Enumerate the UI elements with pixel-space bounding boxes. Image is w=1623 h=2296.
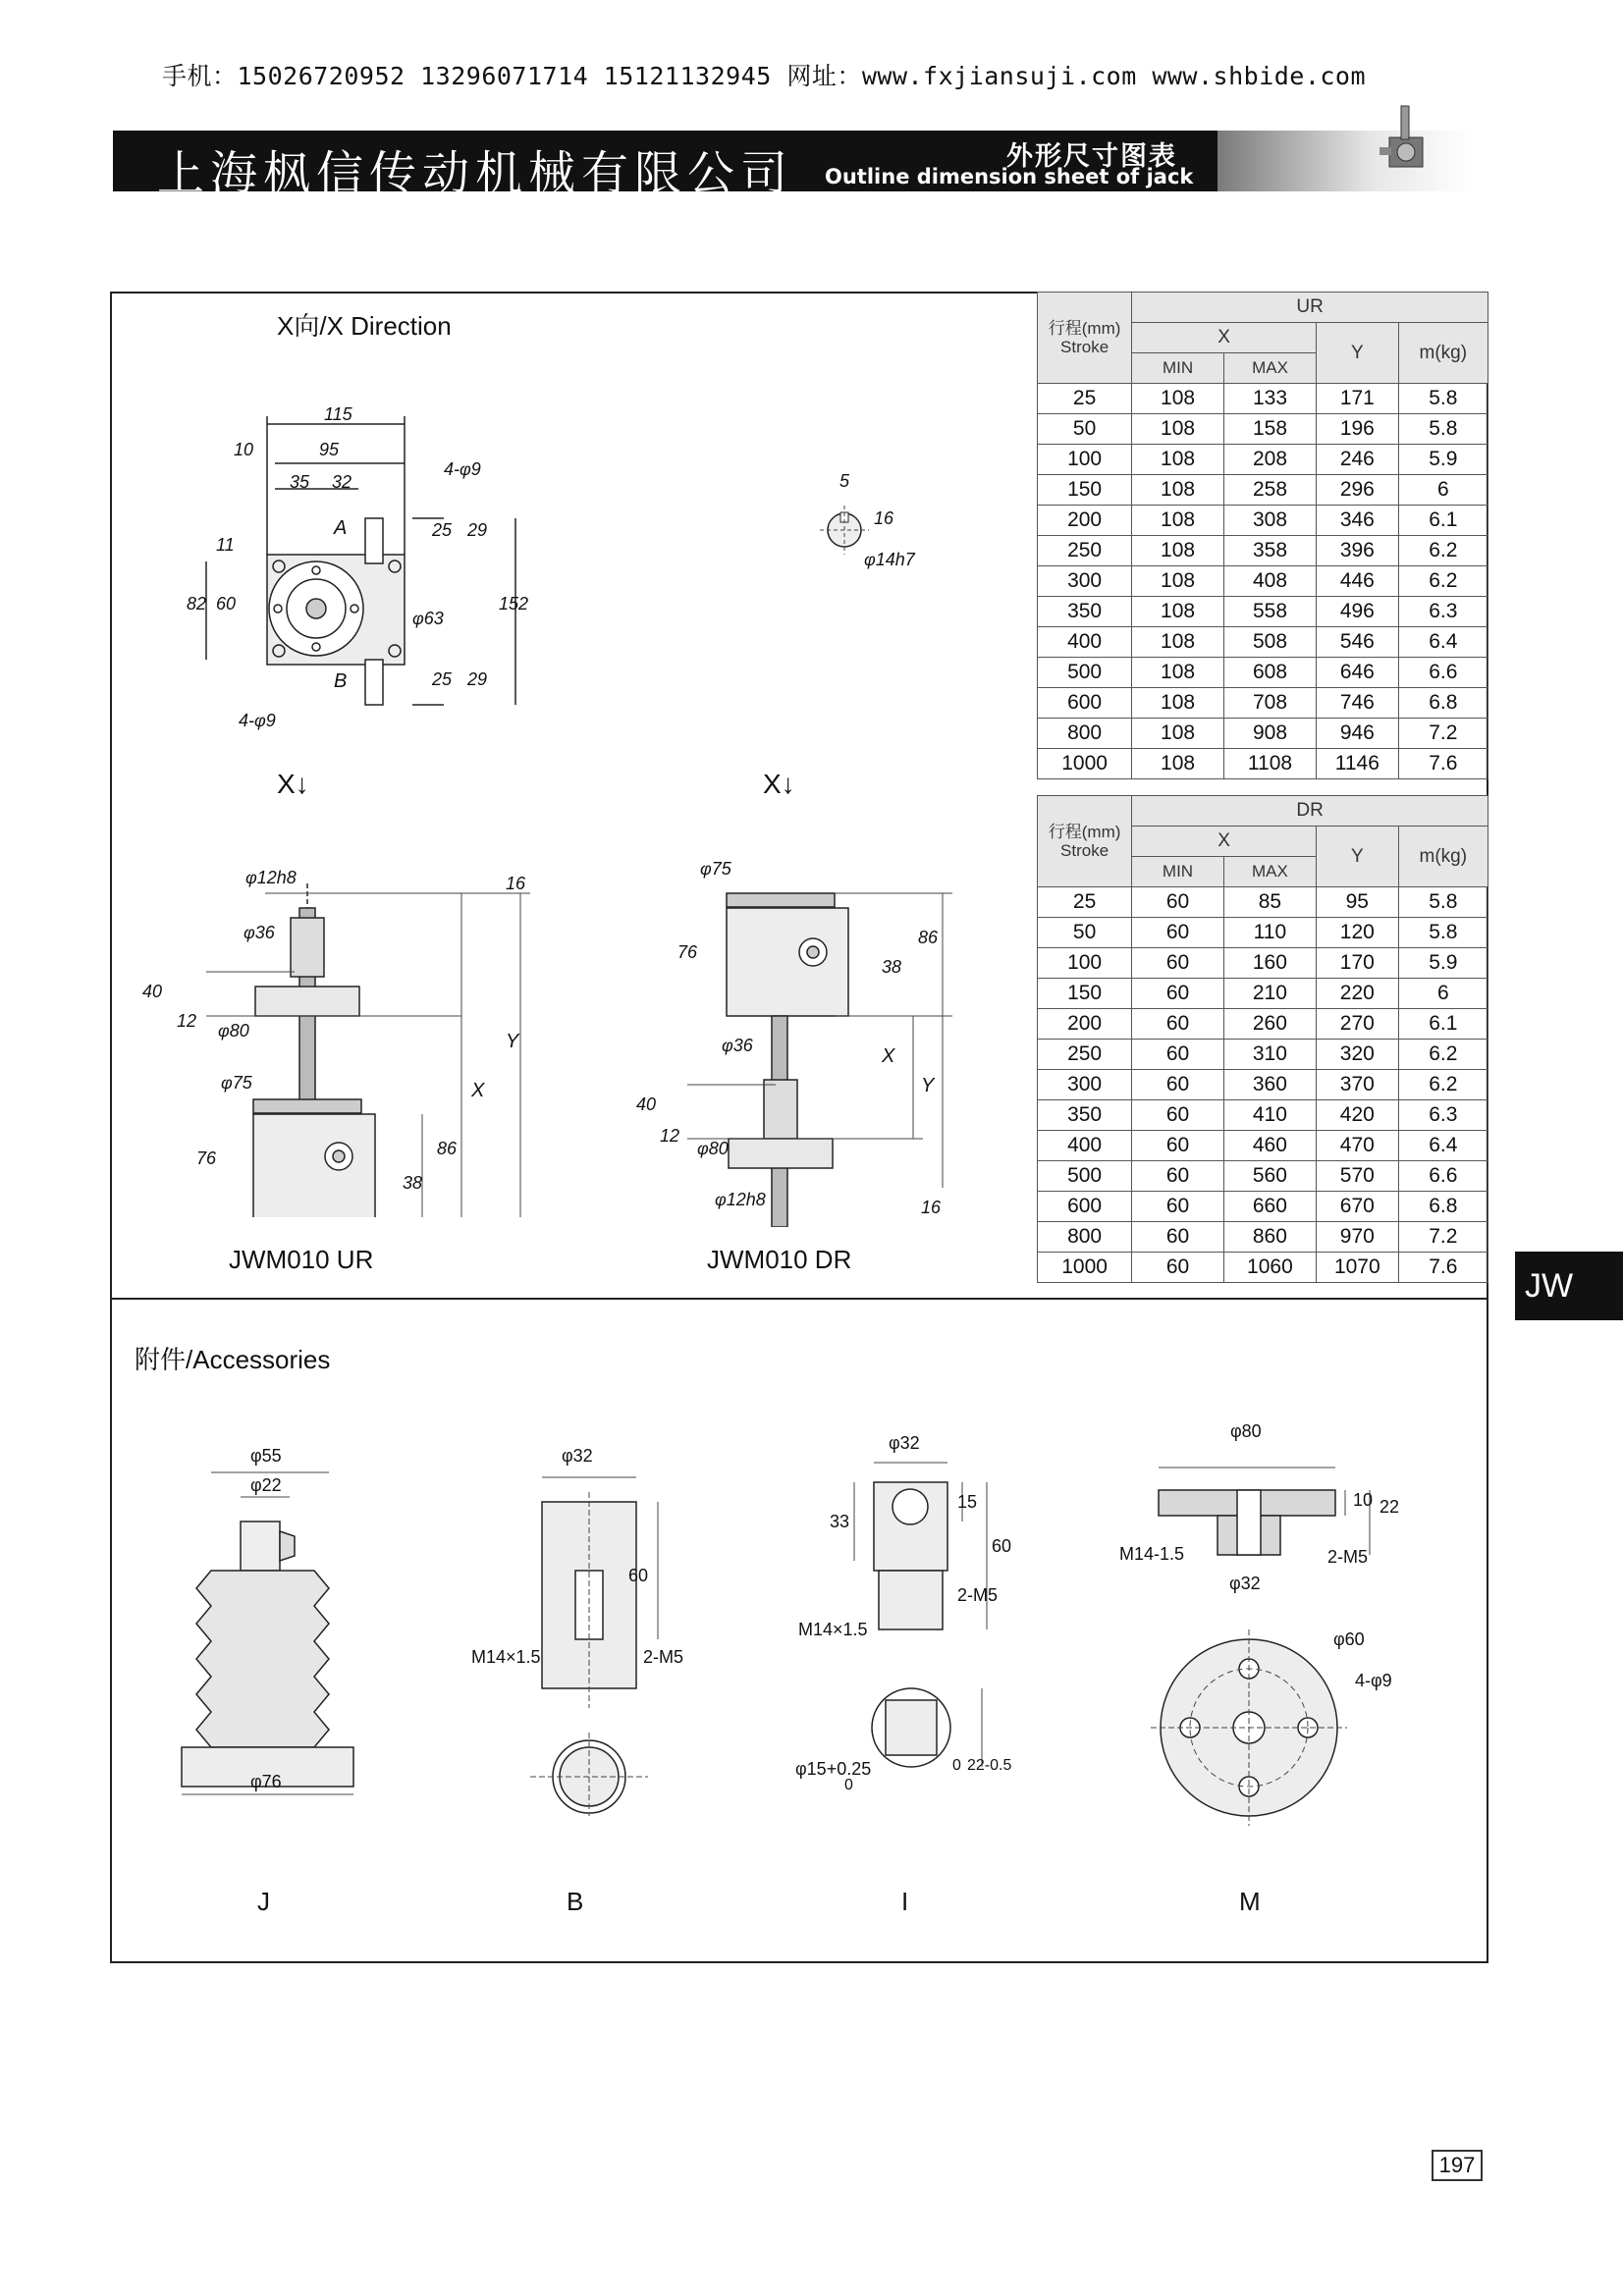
ur-table-cell: 600 — [1038, 688, 1132, 719]
dr-table-cell: 670 — [1317, 1192, 1399, 1222]
dr-dim-phi12h8: φ12h8 — [715, 1190, 766, 1209]
dim-32: 32 — [332, 472, 352, 492]
ur-table-cell: 6.8 — [1398, 688, 1488, 719]
dr-table-cell: 60 — [1132, 1192, 1224, 1222]
ur-table-cell: 7.2 — [1398, 719, 1488, 749]
ur-dim-40: 40 — [142, 982, 163, 1001]
dr-dim-x: X — [882, 1045, 895, 1067]
dim-25-top: 25 — [432, 520, 453, 540]
ur-table-row — [1038, 566, 1488, 597]
ur-y-header: Y — [1317, 323, 1399, 384]
dr-table-cell: 270 — [1317, 1009, 1399, 1040]
ur-table-cell: 200 — [1038, 506, 1132, 536]
ur-table-cell: 6.1 — [1398, 506, 1488, 536]
dim-60: 60 — [216, 594, 237, 614]
ur-table-cell: 6.6 — [1398, 658, 1488, 688]
dr-table-cell: 60 — [1132, 1070, 1224, 1100]
ur-dim-38: 38 — [403, 1173, 423, 1193]
ur-table-cell: 246 — [1317, 445, 1399, 475]
dr-stroke-header: 行程(mm) Stroke — [1038, 796, 1132, 887]
dr-table-cell: 60 — [1132, 1161, 1224, 1192]
i-dim-22-tol: 0 — [952, 1757, 961, 1774]
dr-table-cell: 150 — [1038, 979, 1132, 1009]
x-arrow-label-ur: X↓ — [277, 769, 309, 799]
m-dim-4phi9: 4-φ9 — [1355, 1671, 1392, 1690]
i-dim-22: 22-0.5 — [967, 1757, 1012, 1774]
dr-table-row — [1038, 1222, 1488, 1253]
ur-dim-x: X — [471, 1080, 485, 1101]
ur-table-cell: 108 — [1132, 536, 1224, 566]
ur-stroke-header: 行程(mm) Stroke — [1038, 293, 1132, 384]
m-dim-m14: M14-1.5 — [1119, 1544, 1185, 1564]
ur-table-row — [1038, 688, 1488, 719]
dr-dim-y: Y — [921, 1075, 935, 1096]
dr-table-cell: 25 — [1038, 887, 1132, 918]
ur-table-cell: 108 — [1132, 719, 1224, 749]
ur-table-cell: 108 — [1132, 384, 1224, 414]
dr-table-cell: 6 — [1398, 979, 1488, 1009]
dr-table-cell: 85 — [1223, 887, 1316, 918]
ur-dim-phi80: φ80 — [218, 1021, 249, 1041]
dr-mass-header: m(kg) — [1398, 827, 1488, 887]
dr-table-cell: 660 — [1223, 1192, 1316, 1222]
page-number: 197 — [1432, 2150, 1483, 2181]
i-dim-m14: M14×1.5 — [798, 1620, 868, 1639]
ur-table-cell: 358 — [1223, 536, 1316, 566]
ur-dim-16: 16 — [506, 874, 526, 893]
dr-min-header: MIN — [1132, 857, 1224, 887]
i-dim-60: 60 — [992, 1536, 1012, 1556]
ur-table-cell: 396 — [1317, 536, 1399, 566]
ur-table-row — [1038, 536, 1488, 566]
x-direction-label: X向/X Direction — [277, 311, 452, 341]
dr-table-row — [1038, 1161, 1488, 1192]
dr-table-cell: 100 — [1038, 948, 1132, 979]
ur-table-cell: 108 — [1132, 506, 1224, 536]
dr-side-view-drawing — [628, 874, 982, 1227]
j-dim-phi55: φ55 — [250, 1446, 282, 1466]
i-dim-phi32: φ32 — [889, 1433, 920, 1453]
section-tab-jw: JW — [1515, 1252, 1623, 1320]
dr-dim-40: 40 — [636, 1095, 657, 1114]
ur-table-cell: 558 — [1223, 597, 1316, 627]
ur-table-cell: 108 — [1132, 749, 1224, 779]
ur-table-cell: 108 — [1132, 658, 1224, 688]
ur-table-cell: 608 — [1223, 658, 1316, 688]
dr-table-cell: 7.6 — [1398, 1253, 1488, 1283]
model-label-ur: JWM010 UR — [229, 1245, 374, 1274]
j-dim-phi22: φ22 — [250, 1475, 282, 1495]
ur-table-cell: 500 — [1038, 658, 1132, 688]
ur-table-row — [1038, 414, 1488, 445]
ur-table-cell: 100 — [1038, 445, 1132, 475]
dr-table-cell: 6.6 — [1398, 1161, 1488, 1192]
section-divider — [110, 1298, 1488, 1300]
ur-table-row — [1038, 597, 1488, 627]
ur-max-header: MAX — [1223, 353, 1316, 384]
dr-dim-86: 86 — [918, 928, 939, 947]
dr-table-cell: 500 — [1038, 1161, 1132, 1192]
marker-a: A — [334, 517, 348, 539]
i-dim-phi15: φ15+0.25 — [795, 1759, 872, 1779]
dr-table-cell: 6.1 — [1398, 1009, 1488, 1040]
ur-table-cell: 108 — [1132, 475, 1224, 506]
top-view-drawing — [177, 402, 550, 736]
accessory-j-drawing — [172, 1453, 378, 1806]
dr-table-cell: 320 — [1317, 1040, 1399, 1070]
ur-dim-76: 76 — [196, 1148, 217, 1168]
i-dim-33: 33 — [830, 1512, 850, 1531]
ur-table-cell: 196 — [1317, 414, 1399, 445]
ur-table-cell: 50 — [1038, 414, 1132, 445]
dr-max-header: MAX — [1223, 857, 1316, 887]
dr-table-cell: 970 — [1317, 1222, 1399, 1253]
b-dim-m5: 2-M5 — [643, 1647, 684, 1667]
m-dim-m5: 2-M5 — [1327, 1547, 1369, 1567]
ur-table-cell: 6 — [1398, 475, 1488, 506]
accessories-title: 附件/Accessories — [135, 1345, 331, 1374]
ur-table-cell: 708 — [1223, 688, 1316, 719]
accessory-b-drawing — [511, 1453, 707, 1816]
model-label-dr: JWM010 DR — [707, 1245, 852, 1274]
dr-dim-phi80: φ80 — [697, 1139, 729, 1158]
dr-table-cell: 60 — [1132, 1131, 1224, 1161]
dr-table-cell: 220 — [1317, 979, 1399, 1009]
dr-dim-12: 12 — [660, 1126, 680, 1146]
ur-table-cell: 108 — [1132, 627, 1224, 658]
dr-table-cell: 560 — [1223, 1161, 1316, 1192]
ur-mass-header: m(kg) — [1398, 323, 1488, 384]
dr-table-row — [1038, 948, 1488, 979]
i-dim-m5: 2-M5 — [957, 1585, 999, 1605]
dr-dim-38: 38 — [882, 957, 902, 977]
accessory-m-label: M — [1239, 1887, 1261, 1916]
dr-table-cell: 420 — [1317, 1100, 1399, 1131]
dr-table-cell: 60 — [1132, 1040, 1224, 1070]
b-dim-phi32: φ32 — [562, 1446, 593, 1466]
dr-table-cell: 60 — [1132, 979, 1224, 1009]
dr-table-cell: 60 — [1132, 887, 1224, 918]
dr-title: DR — [1132, 796, 1488, 827]
ur-table-cell: 7.6 — [1398, 749, 1488, 779]
dim-11: 11 — [216, 535, 235, 555]
ur-table-row — [1038, 475, 1488, 506]
dim-4phi9-bottom: 4-φ9 — [239, 711, 276, 730]
ur-table-cell: 258 — [1223, 475, 1316, 506]
dr-x-header: X — [1132, 827, 1317, 857]
ur-table-cell: 908 — [1223, 719, 1316, 749]
ur-table-row — [1038, 719, 1488, 749]
ur-table-cell: 300 — [1038, 566, 1132, 597]
ur-table-cell: 296 — [1317, 475, 1399, 506]
dr-table-cell: 60 — [1132, 948, 1224, 979]
ur-x-header: X — [1132, 323, 1317, 353]
ur-dim-86: 86 — [437, 1139, 458, 1158]
ur-table-cell: 408 — [1223, 566, 1316, 597]
j-dim-phi76: φ76 — [250, 1772, 282, 1791]
ur-table-cell: 350 — [1038, 597, 1132, 627]
dr-table-cell: 160 — [1223, 948, 1316, 979]
ur-table-cell: 646 — [1317, 658, 1399, 688]
dr-table-cell: 95 — [1317, 887, 1399, 918]
ur-table-cell: 6.2 — [1398, 536, 1488, 566]
dr-table-cell: 360 — [1223, 1070, 1316, 1100]
dr-table-cell: 60 — [1132, 1253, 1224, 1283]
dr-table-row — [1038, 1070, 1488, 1100]
ur-table-cell: 1000 — [1038, 749, 1132, 779]
ur-table-cell: 171 — [1317, 384, 1399, 414]
dr-table-cell: 800 — [1038, 1222, 1132, 1253]
dr-table-cell: 350 — [1038, 1100, 1132, 1131]
m-dim-phi80: φ80 — [1230, 1421, 1262, 1441]
m-dim-phi32: φ32 — [1229, 1574, 1261, 1593]
dim-25-bottom: 25 — [432, 669, 453, 689]
m-dim-phi60: φ60 — [1333, 1629, 1365, 1649]
i-dim-phi15-tol: 0 — [844, 1777, 853, 1793]
ur-table-row — [1038, 658, 1488, 688]
x-arrow-label-dr: X↓ — [763, 769, 795, 799]
ur-table-cell: 133 — [1223, 384, 1316, 414]
dr-table-row — [1038, 1253, 1488, 1283]
ur-dim-phi75: φ75 — [221, 1073, 252, 1093]
dr-table-row — [1038, 1040, 1488, 1070]
dim-95: 95 — [319, 440, 340, 459]
dr-table-cell: 60 — [1132, 918, 1224, 948]
dr-dim-16: 16 — [921, 1198, 942, 1217]
ur-table-cell: 208 — [1223, 445, 1316, 475]
ur-table-cell: 158 — [1223, 414, 1316, 445]
sheet-title-en: Outline dimension sheet of jack — [825, 165, 1194, 188]
dim-82: 82 — [187, 594, 207, 614]
ur-min-header: MIN — [1132, 353, 1224, 384]
ur-dim-y: Y — [506, 1031, 519, 1052]
dim-152: 152 — [499, 594, 529, 614]
dr-table-cell: 120 — [1317, 918, 1399, 948]
dr-table-cell: 6.2 — [1398, 1070, 1488, 1100]
dr-table-cell: 5.9 — [1398, 948, 1488, 979]
dr-table-cell: 60 — [1132, 1222, 1224, 1253]
dr-table-cell: 6.3 — [1398, 1100, 1488, 1131]
ur-table-cell: 308 — [1223, 506, 1316, 536]
dr-dim-phi75: φ75 — [700, 859, 731, 879]
ur-table-cell: 6.4 — [1398, 627, 1488, 658]
dr-table-cell: 210 — [1223, 979, 1316, 1009]
dr-table-cell: 1060 — [1223, 1253, 1316, 1283]
dim-10: 10 — [234, 440, 254, 459]
dr-table-cell: 1070 — [1317, 1253, 1399, 1283]
dr-table-cell: 250 — [1038, 1040, 1132, 1070]
dr-table-row — [1038, 887, 1488, 918]
dr-table-cell: 6.8 — [1398, 1192, 1488, 1222]
ur-table-cell: 108 — [1132, 688, 1224, 719]
ur-table-cell: 108 — [1132, 414, 1224, 445]
dr-dimension-table — [1037, 795, 1488, 1283]
dr-table-cell: 370 — [1317, 1070, 1399, 1100]
dr-table-cell: 5.8 — [1398, 918, 1488, 948]
accessory-i-label: I — [901, 1887, 909, 1916]
dim-4phi9-top: 4-φ9 — [444, 459, 481, 479]
i-dim-15: 15 — [957, 1492, 978, 1512]
ur-dimension-table — [1037, 292, 1488, 779]
ur-dim-phi12h8: φ12h8 — [245, 868, 297, 887]
sheet-title-zh: 外形尺寸图表 — [1006, 141, 1177, 172]
ur-table-row — [1038, 445, 1488, 475]
dr-table-row — [1038, 1100, 1488, 1131]
ur-table-cell: 496 — [1317, 597, 1399, 627]
ur-table-row — [1038, 506, 1488, 536]
dr-table-row — [1038, 1131, 1488, 1161]
dr-table-cell: 860 — [1223, 1222, 1316, 1253]
ur-table-cell: 108 — [1132, 597, 1224, 627]
dr-dim-phi36: φ36 — [722, 1036, 753, 1055]
ur-table-cell: 108 — [1132, 445, 1224, 475]
marker-b: B — [334, 670, 348, 692]
ur-table-cell: 25 — [1038, 384, 1132, 414]
dr-table-cell: 7.2 — [1398, 1222, 1488, 1253]
dr-table-cell: 460 — [1223, 1131, 1316, 1161]
dr-table-cell: 60 — [1132, 1009, 1224, 1040]
jack-logo-icon — [1370, 98, 1438, 187]
dr-table-cell: 600 — [1038, 1192, 1132, 1222]
ur-dim-12: 12 — [177, 1011, 197, 1031]
ur-table-cell: 5.8 — [1398, 384, 1488, 414]
dr-table-cell: 470 — [1317, 1131, 1399, 1161]
dr-table-row — [1038, 1192, 1488, 1222]
dr-table-cell: 170 — [1317, 948, 1399, 979]
dr-table-cell: 50 — [1038, 918, 1132, 948]
ur-table-cell: 346 — [1317, 506, 1399, 536]
ur-table-cell: 1146 — [1317, 749, 1399, 779]
ur-table-cell: 800 — [1038, 719, 1132, 749]
m-dim-22: 22 — [1380, 1497, 1400, 1517]
ur-table-cell: 1108 — [1223, 749, 1316, 779]
accessory-b-label: B — [567, 1887, 584, 1916]
ur-title: UR — [1132, 293, 1488, 323]
ur-table-cell: 250 — [1038, 536, 1132, 566]
dr-table-row — [1038, 918, 1488, 948]
ur-table-cell: 508 — [1223, 627, 1316, 658]
ur-table-cell: 150 — [1038, 475, 1132, 506]
dr-table-cell: 110 — [1223, 918, 1316, 948]
dr-table-cell: 6.4 — [1398, 1131, 1488, 1161]
ur-table-cell: 400 — [1038, 627, 1132, 658]
ur-table-cell: 108 — [1132, 566, 1224, 597]
ur-table-cell: 5.8 — [1398, 414, 1488, 445]
ur-table-cell: 446 — [1317, 566, 1399, 597]
m-dim-10: 10 — [1353, 1490, 1374, 1510]
dr-table-cell: 260 — [1223, 1009, 1316, 1040]
ur-table-cell: 6.3 — [1398, 597, 1488, 627]
ur-table-cell: 5.9 — [1398, 445, 1488, 475]
b-dim-60: 60 — [628, 1566, 649, 1585]
dr-table-cell: 570 — [1317, 1161, 1399, 1192]
dr-table-cell: 200 — [1038, 1009, 1132, 1040]
dr-table-cell: 400 — [1038, 1131, 1132, 1161]
dim-key-5: 5 — [839, 471, 850, 491]
dr-table-cell: 310 — [1223, 1040, 1316, 1070]
company-name: 上海枫信传动机械有限公司 — [157, 146, 794, 201]
ur-table-row — [1038, 627, 1488, 658]
dr-table-cell: 5.8 — [1398, 887, 1488, 918]
dr-table-cell: 300 — [1038, 1070, 1132, 1100]
ur-dim-phi36: φ36 — [243, 923, 275, 942]
ur-table-cell: 746 — [1317, 688, 1399, 719]
dr-table-row — [1038, 979, 1488, 1009]
dr-y-header: Y — [1317, 827, 1399, 887]
accessory-j-label: J — [257, 1887, 270, 1916]
dim-35: 35 — [290, 472, 310, 492]
dr-table-cell: 410 — [1223, 1100, 1316, 1131]
dr-table-cell: 6.2 — [1398, 1040, 1488, 1070]
ur-table-cell: 6.2 — [1398, 566, 1488, 597]
b-dim-m14: M14×1.5 — [471, 1647, 541, 1667]
dim-key-16: 16 — [874, 508, 894, 528]
dr-dim-76: 76 — [677, 942, 698, 962]
ur-table-cell: 946 — [1317, 719, 1399, 749]
contact-line: 手机：15026720952 13296071714 15121132945 网址：www.fxjiansuji.com www.shbide.com — [162, 62, 1367, 90]
ur-table-row — [1038, 749, 1488, 779]
dim-key-phi14h7: φ14h7 — [864, 550, 915, 569]
dim-29-bottom: 29 — [467, 669, 488, 689]
dim-phi63: φ63 — [412, 609, 444, 628]
dr-table-cell: 1000 — [1038, 1253, 1132, 1283]
dr-table-row — [1038, 1009, 1488, 1040]
dim-115: 115 — [324, 404, 352, 424]
dr-table-cell: 60 — [1132, 1100, 1224, 1131]
ur-table-cell: 546 — [1317, 627, 1399, 658]
ur-table-row — [1038, 384, 1488, 414]
dim-29-top: 29 — [467, 520, 488, 540]
